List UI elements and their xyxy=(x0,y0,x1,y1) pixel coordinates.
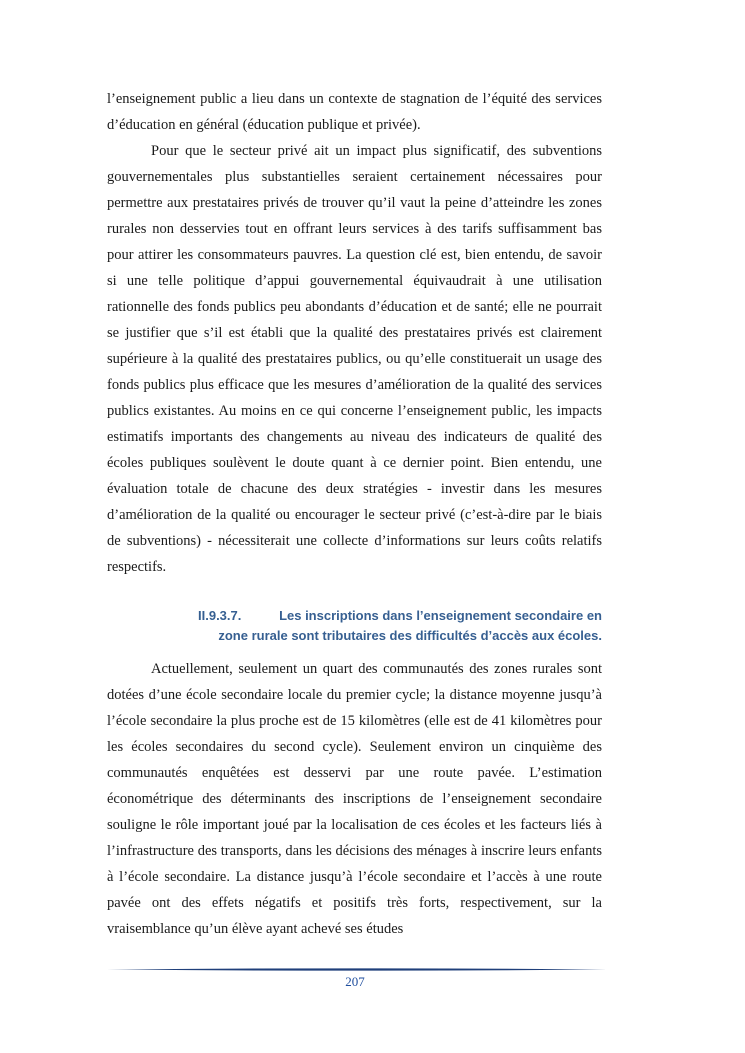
section-title-line-2: zone rurale sont tributaires des difficultés d’accès aux écoles. xyxy=(218,628,602,643)
section-title-line-1: Les inscriptions dans l’enseignement secondaire en xyxy=(279,608,602,623)
section-number: II.9.3.7. xyxy=(198,608,242,623)
footer-rule xyxy=(107,967,607,972)
section-heading xyxy=(190,606,602,646)
paragraph-continuation: l’enseignement public a lieu dans un contexte de stagnation de l’équité des services d’éducation en général (éducation publique et privée). xyxy=(107,91,602,133)
paragraph-rural-access: Actuellement, seulement un quart des communautés des zones rurales sont dotées d’une école secondaire locale du premier cycle; la distance moyenne jusqu’à l’école secondaire la plus proche est de 15 kilomètres (elle est de 41 kilomètres pour les écoles secondaires du second cycle). Seulement environ un cinquième des communautés enquêtées est desservi par une route pavée. L’estimation économétrique des déterminants des inscriptions de l’enseignement secondaire souligne le rôle important joué par la localisation de ces écoles et les facteurs liés à l’infrastructure des transports, dans les décisions des ménages à inscrire leurs enfants à l’école secondaire. La distance jusqu’à l’école secondaire et l’accès à une route pavée ont des effets négatifs et positifs très forts, respectivement, sur la vraisemblance qu’un élève ayant achevé ses études xyxy=(107,661,602,937)
paragraph-private-sector: Pour que le secteur privé ait un impact plus significatif, des subventions gouvernementales plus substantielles seraient certainement nécessaires pour permettre aux prestataires privés de trouver qu’il vaut la peine d’atteindre les zones rurales non desservies tout en offrant leurs services à des tarifs suffisamment bas pour attirer les consommateurs pauvres. La question clé est, bien entendu, de savoir si une telle politique d’appui gouvernemental équivaudrait à une utilisation rationnelle des fonds publics peu abondants d’éducation et de santé; elle ne pourrait se justifier que s’il est établi que la qualité des prestataires privés est clairement supérieure à la qualité des prestataires publics, ou qu’elle constituerait un usage des fonds publics plus efficace que les mesures d’amélioration de la qualité des services publics existantes. Au moins en ce qui concerne l’enseignement public, les impacts estimatifs importants des changements au niveau des indicateurs de qualité des écoles publiques soulèvent le doute quant à ce dernier point. Bien entendu, une évaluation totale de chacune des deux stratégies - investir dans les mesures d’amélioration de la qualité ou encourager le secteur privé (c’est-à-dire par le biais de subventions) - nécessiterait une collecte d’informations sur leurs coûts relatifs respectifs. xyxy=(107,143,602,575)
page-number: 207 xyxy=(345,974,365,989)
